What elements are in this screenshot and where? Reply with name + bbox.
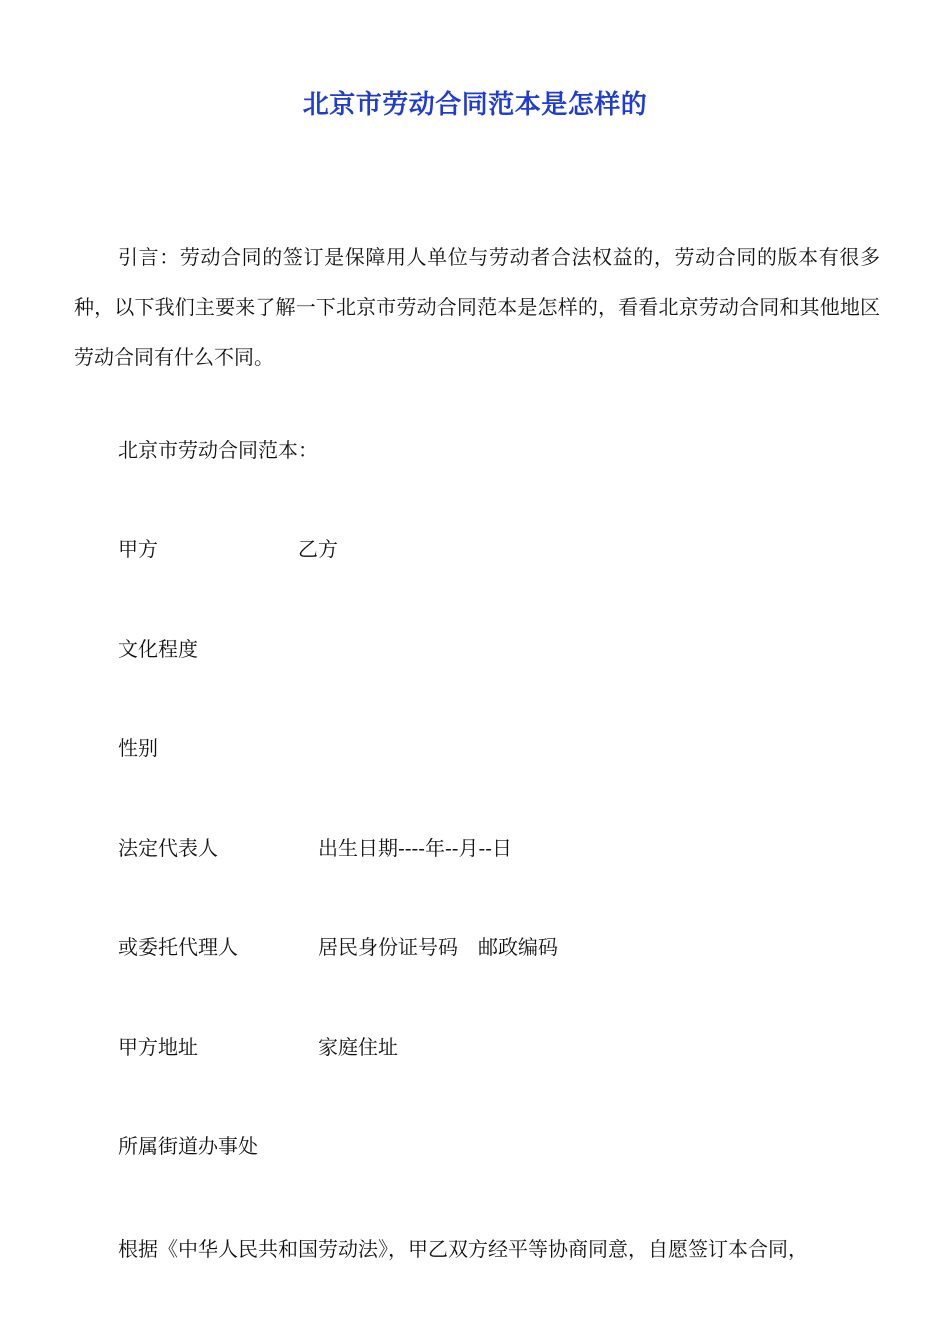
section-heading: 北京市劳动合同范本：: [118, 438, 318, 462]
field-party-a-address: 甲方地址: [118, 1035, 198, 1059]
field-gender: 性别: [118, 736, 158, 760]
field-education: 文化程度: [118, 637, 198, 661]
field-birth-date: 出生日期----年--月--日: [318, 836, 513, 860]
field-agent: 或委托代理人: [118, 935, 238, 959]
field-id-postcode: 居民身份证号码 邮政编码: [318, 935, 558, 959]
field-home-address: 家庭住址: [318, 1035, 398, 1059]
closing-paragraph: 根据《中华人民共和国劳动法》，甲乙双方经平等协商同意，自愿签订本合同，: [118, 1237, 808, 1261]
intro-paragraph: 引言：劳动合同的签订是保障用人单位与劳动者合法权益的，劳动合同的版本有很多种，以下我们主要来了解一下北京市劳动合同范本是怎样的，看看北京劳动合同和其他地区劳动合同有什么不同。: [74, 245, 880, 369]
field-street-office: 所属街道办事处: [118, 1134, 258, 1158]
field-party-a: 甲方: [118, 537, 158, 561]
field-legal-rep: 法定代表人: [118, 836, 218, 860]
field-party-b: 乙方: [298, 537, 338, 561]
document-title: 北京市劳动合同范本是怎样的: [302, 90, 648, 120]
